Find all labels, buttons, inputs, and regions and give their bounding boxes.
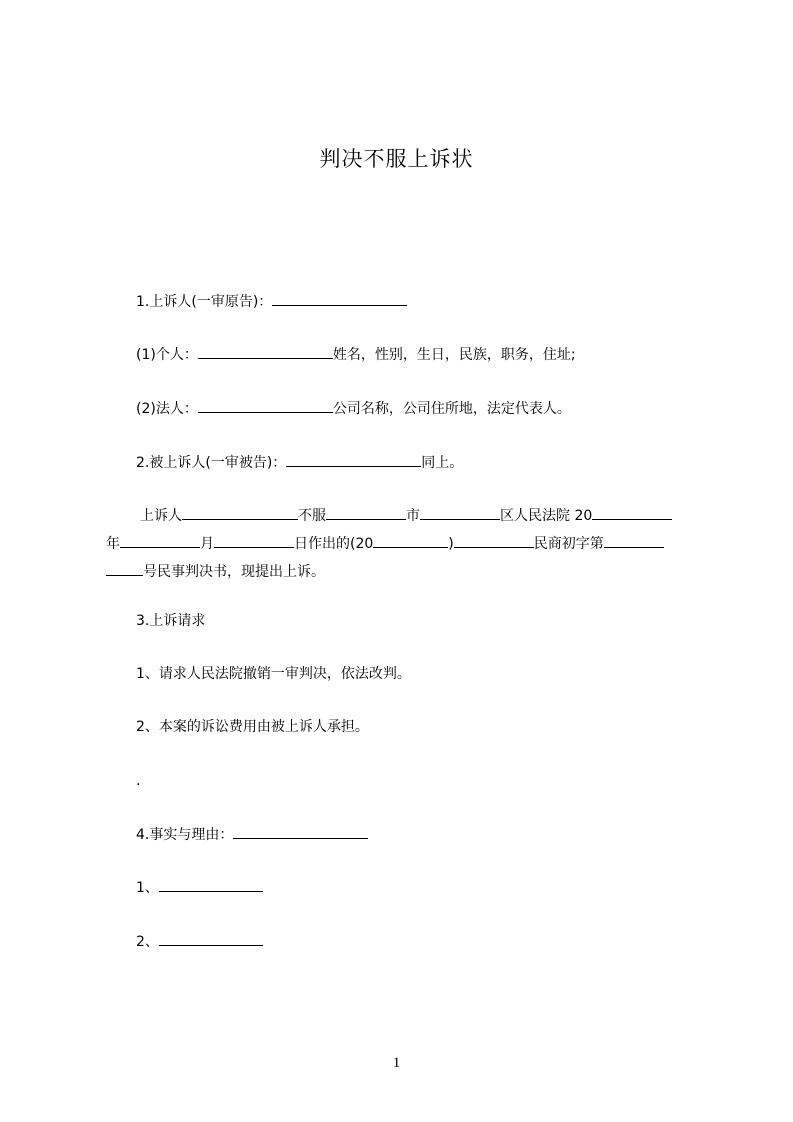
fact-2-label: 2、 bbox=[136, 934, 159, 950]
individual-line bbox=[136, 344, 576, 365]
request-heading: 3.上诉请求 bbox=[136, 613, 206, 629]
para-text-appellant: 上诉人 bbox=[140, 508, 182, 524]
para-text-judgment: 号民事判决书，现提出上诉。 bbox=[143, 564, 325, 580]
fact-1-label: 1、 bbox=[136, 880, 159, 896]
para-text-city: 市 bbox=[406, 508, 420, 524]
fact-item-1 bbox=[136, 877, 263, 898]
legal-person-label: (2)法人： bbox=[136, 401, 198, 417]
month-blank[interactable] bbox=[120, 533, 200, 548]
document-title: 判决不服上诉状 bbox=[319, 147, 474, 171]
district-blank[interactable] bbox=[420, 505, 500, 520]
legal-person-note: 公司名称，公司住所地，法定代表人。 bbox=[332, 401, 571, 417]
fact-2-blank[interactable] bbox=[159, 931, 263, 946]
para-text-day: 日作出的(20 bbox=[294, 536, 374, 552]
appellant-label: 1.上诉人(一审原告)： bbox=[136, 294, 273, 310]
para-text-dissatisfied: 不服 bbox=[298, 508, 326, 524]
request-item-1: 1、请求人民法院撤销一审判决，依法改判。 bbox=[136, 666, 411, 682]
para-text-case-type: 民商初字第 bbox=[533, 536, 604, 552]
individual-blank[interactable] bbox=[198, 344, 333, 359]
appellee-label: 2.被上诉人(一审被告)： bbox=[136, 455, 287, 471]
individual-label: (1)个人： bbox=[136, 347, 198, 363]
facts-line bbox=[136, 824, 368, 845]
legal-person-line bbox=[136, 398, 571, 419]
paragraph-line-1 bbox=[106, 502, 702, 530]
appellant-line bbox=[136, 291, 407, 312]
para-text-year: 年 bbox=[106, 536, 120, 552]
paragraph-line-2 bbox=[106, 530, 702, 558]
fact-1-blank[interactable] bbox=[159, 877, 263, 892]
legal-person-blank[interactable] bbox=[198, 398, 333, 413]
case-number-blank-cont[interactable] bbox=[106, 561, 143, 576]
appellant-blank[interactable] bbox=[272, 291, 407, 306]
case-year-blank[interactable] bbox=[373, 533, 448, 548]
case-court-blank[interactable] bbox=[454, 533, 534, 548]
paragraph-line-3 bbox=[106, 558, 702, 586]
page-number: 1 bbox=[392, 1055, 401, 1071]
individual-note: 姓名，性别，生日，民族，职务，住址; bbox=[332, 347, 576, 363]
para-text-court: 区人民法院 20 bbox=[500, 508, 593, 524]
facts-label: 4.事实与理由： bbox=[136, 827, 234, 843]
appellant-name-blank[interactable] bbox=[182, 505, 298, 520]
appeal-paragraph bbox=[106, 502, 702, 586]
day-blank[interactable] bbox=[214, 533, 294, 548]
stray-dot: . bbox=[136, 773, 141, 789]
city-blank[interactable] bbox=[326, 505, 406, 520]
fact-item-2 bbox=[136, 931, 263, 952]
appellee-blank[interactable] bbox=[286, 452, 421, 467]
appellee-line bbox=[136, 452, 463, 473]
appellee-note: 同上。 bbox=[421, 455, 464, 471]
case-number-blank[interactable] bbox=[604, 533, 664, 548]
year-blank[interactable] bbox=[592, 505, 672, 520]
request-item-2: 2、本案的诉讼费用由被上诉人承担。 bbox=[136, 719, 369, 735]
para-text-month: 月 bbox=[200, 536, 214, 552]
facts-blank[interactable] bbox=[233, 824, 368, 839]
para-text-close-paren: ) bbox=[448, 536, 454, 552]
